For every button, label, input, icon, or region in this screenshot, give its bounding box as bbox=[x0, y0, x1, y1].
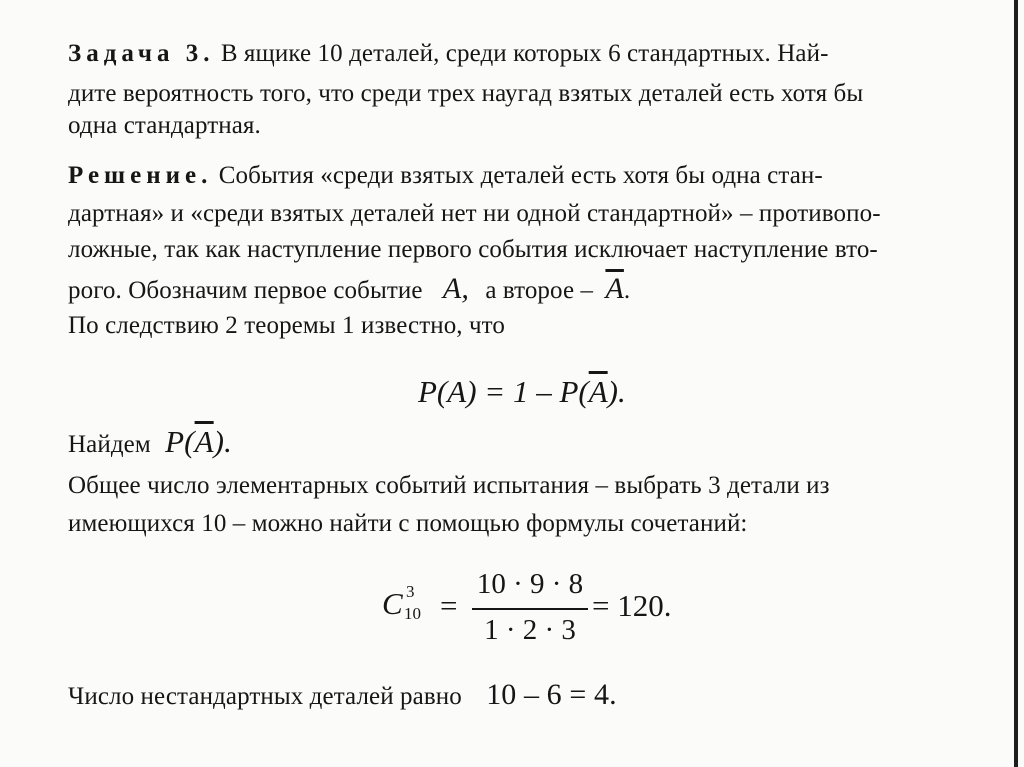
solution-text-line-1: События «среди взятых деталей есть хотя бы одна стан- bbox=[218, 162, 823, 189]
line8-expr: 10 – 6 = 4. bbox=[486, 678, 617, 711]
line8-text: Число нестандартных деталей равно bbox=[68, 683, 462, 710]
task-text-line-2: дите вероятность того, что среди трех наугад взятых деталей есть хотя бы bbox=[68, 80, 864, 107]
event-a: A, bbox=[442, 272, 469, 305]
comb-numerator: 10 · 9 · 8 bbox=[476, 568, 584, 600]
solution-text-line-2: дартная» и «среди взятых деталей нет ни одной стандартной» – противопо- bbox=[68, 200, 881, 227]
formula-bar-a: $\overline{A}$ bbox=[588, 374, 608, 409]
comb-result: = 120. bbox=[592, 588, 672, 623]
find-label: Найдем bbox=[68, 431, 151, 458]
probability-formula bbox=[418, 374, 626, 410]
comb-denominator: 1 · 2 · 3 bbox=[484, 614, 576, 646]
solution-text-line-3: ложные, так как наступление первого события исключает наступление вто- bbox=[68, 236, 878, 263]
solution-text-line-5: По следствию 2 теоремы 1 известно, что bbox=[68, 312, 505, 339]
comb-eq: = bbox=[440, 588, 458, 623]
task-text-line-3: одна стандартная. bbox=[68, 112, 261, 139]
task-text-line-1: В ящике 10 деталей, среди которых 6 стандартных. Най- bbox=[220, 40, 829, 67]
task-first-line bbox=[68, 40, 829, 68]
fraction-bar bbox=[472, 608, 588, 610]
line4-end-text: . bbox=[623, 277, 631, 304]
find-expr-end: ). bbox=[213, 424, 232, 459]
solution-text-line-4 bbox=[68, 272, 630, 306]
solution-text-line-7: имеющихся 10 – можно найти с помощью формулы сочетаний: bbox=[68, 510, 748, 537]
comb-symbol: C bbox=[382, 586, 403, 621]
page-edge-divider bbox=[1014, 0, 1018, 767]
line4-text: рого. Обозначим первое событие bbox=[68, 277, 423, 304]
find-expr-pre: P( bbox=[165, 424, 195, 459]
solution-text-line-6: Общее число элементарных событий испытания – выбрать 3 детали из bbox=[68, 472, 830, 499]
find-expr-bar: $\overline{A}$ bbox=[194, 424, 214, 459]
solution-heading: Решение. bbox=[68, 162, 213, 189]
comb-sub: 10 bbox=[404, 604, 421, 623]
solution-first-line bbox=[68, 162, 823, 190]
task-heading: Задача 3. bbox=[68, 40, 215, 67]
solution-text-line-8 bbox=[68, 678, 617, 712]
formula-end: ). bbox=[607, 374, 626, 409]
find-line bbox=[68, 424, 232, 460]
comb-sup: 3 bbox=[406, 582, 415, 601]
event-not-a: $\overline{A}$ bbox=[605, 272, 624, 305]
line4-mid-text: а второе – bbox=[485, 277, 594, 304]
formula-lhs: P(A) = 1 – P( bbox=[418, 374, 589, 409]
